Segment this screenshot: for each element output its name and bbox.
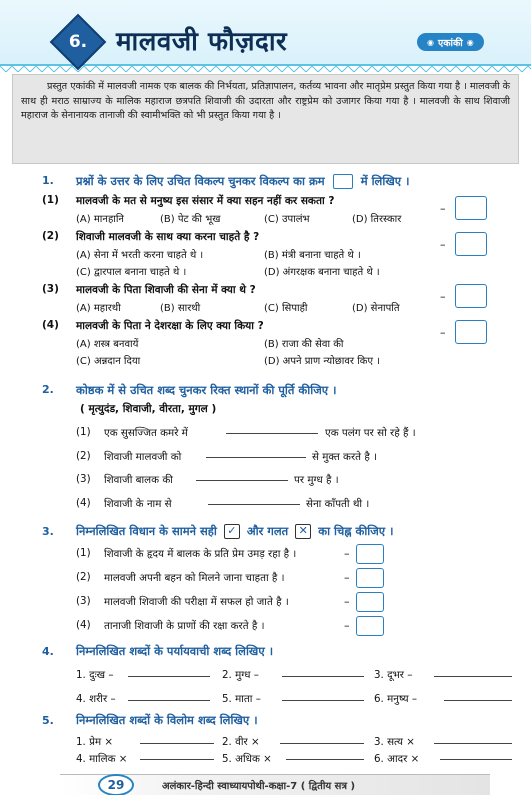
dash: – [440,326,446,339]
bullet-icon: ◉ [466,37,474,47]
statement: शिवाजी के हृदय में बालक के प्रति प्रेम उमड़ रहा है । [104,548,297,560]
section-heading-part2: में लिखिए । [360,174,410,188]
option: (B) राजा की सेवा की [264,339,344,350]
genre-label: एकांकी [437,37,463,49]
answer-box[interactable] [455,320,487,344]
section-heading [76,174,409,189]
fill-text-b: सेना काँपती थी । [306,498,370,510]
synonym-item: 3. दूभर – [374,669,413,681]
fill-text-b: एक पलंग पर सो रहे हैं । [325,427,416,439]
synonym-item: 4. शरीर – [76,693,116,705]
dash: – [440,202,446,215]
word-bank: ( मृत्युदंड, शिवाजी, वीरता, मुगल ) [80,403,217,415]
answer-box-sample [333,174,353,189]
blank-line[interactable] [286,759,364,760]
item-number: (1) [76,426,91,438]
item-number: (4) [76,619,91,631]
blank-line[interactable] [206,457,306,458]
item-number: (3) [76,473,91,485]
section-number: 5. [42,714,54,727]
zigzag-divider [0,66,531,72]
antonym-item: 6. आदर × [374,753,420,765]
tick-cross-box[interactable] [356,544,384,564]
section-heading [76,524,394,539]
antonym-item: 2. वीर × [222,736,260,748]
option: (A) महारथी [76,303,121,314]
section-heading-part1: निम्नलिखित विधान के सामने सही [76,524,217,538]
section-heading: निम्नलिखित शब्दों के विलोम शब्द लिखिए । [76,713,258,727]
fill-text-b: पर मुग्ध है । [294,474,339,486]
fill-text-b: से मुक्त करते है । [312,451,377,463]
tick-icon: ✓ [224,524,240,539]
antonym-item: 5. अधिक × [222,753,272,765]
question-text: मालवजी के मत से मनुष्य इस संसार में क्या सहन नहीं कर सकता ? [76,195,335,207]
page-footer [0,768,531,795]
answer-box[interactable] [455,232,487,256]
item-number: (2) [76,571,91,583]
blank-line[interactable] [196,480,288,481]
answer-box[interactable] [455,196,487,220]
antonym-item: 1. प्रेम × [76,736,114,748]
option: (D) तिरस्कार [352,214,402,225]
fill-text-a: शिवाजी के नाम से [104,498,172,510]
tick-cross-box[interactable] [356,568,384,588]
blank-line[interactable] [434,743,512,744]
question-text: मालवजी के पिता शिवाजी की सेना में क्या थे ? [76,284,256,296]
tick-cross-box[interactable] [356,616,384,636]
bullet-icon: ◉ [427,37,434,47]
option: (D) सेनापति [352,303,400,314]
question-text: शिवाजी मालवजी के साथ क्या करना चाहते है ? [76,231,260,243]
statement: तानाजी शिवाजी के प्राणों की रक्षा करते है । [104,620,265,632]
question-number: (2) [42,230,59,242]
blank-line[interactable] [444,700,512,701]
cross-icon: ✕ [295,524,311,539]
question-number: (4) [42,319,59,331]
genre-tag [417,33,484,51]
option: (D) अपने प्राण न्योछावर किए । [264,356,380,367]
antonym-item: 4. मालिक × [76,753,128,765]
dash: – [440,290,446,303]
option: (A) शस्त्र बनवायें [76,339,139,350]
option: (D) अंगरक्षक बनाना चाहते थे । [264,267,380,278]
section-heading: कोष्ठक में से उचित शब्द चुनकर रिक्त स्थानों की पूर्ति कीजिए । [76,383,337,397]
item-number: (1) [76,547,91,559]
dash: – [344,547,350,560]
synonym-item: 2. मुग्ध – [222,669,259,681]
dash: – [344,595,350,608]
section-number: 4. [42,645,54,658]
section-number: 1. [42,174,54,187]
tick-cross-box[interactable] [356,592,384,612]
item-number: (4) [76,497,91,509]
option: (B) पेट की भूख [160,214,221,225]
blank-line[interactable] [434,676,512,677]
item-number: (3) [76,595,91,607]
option: (B) सारथी [160,303,201,314]
option: (C) उपालंभ [264,214,310,225]
blank-line[interactable] [140,759,214,760]
option: (B) मंत्री बनाना चाहते थे । [264,250,361,261]
item-number: (2) [76,450,91,462]
section-number: 3. [42,525,54,538]
option: (C) सिपाही [264,303,308,314]
antonym-item: 3. सत्य × [374,736,415,748]
synonym-item: 1. दुःख – [76,669,114,681]
fill-text-a: शिवाजी बालक की [104,474,173,486]
question-number: (3) [42,283,59,295]
fill-text-a: शिवाजी मालवजी को [104,451,182,463]
dash: – [344,619,350,632]
option: (A) सेना में भरती करना चाहते थे । [76,250,204,261]
option: (C) अन्नदान दिया [76,356,141,367]
statement: मालवजी शिवाजी की परीक्षा में सफल हो जाते है । [104,596,289,608]
blank-line[interactable] [140,743,214,744]
intro-box [12,74,519,164]
question-text: मालवजी के पिता ने देशरक्षा के लिए क्या किया ? [76,320,264,332]
lesson-number: 6. [68,32,88,52]
blank-line[interactable] [282,700,364,701]
question-number: (1) [42,194,59,206]
statement: मालवजी अपनी बहन को मिलने जाना चाहता है । [104,572,285,584]
blank-line[interactable] [226,433,318,434]
blank-line[interactable] [208,504,300,505]
dash: – [440,238,446,251]
section-heading: निम्नलिखित शब्दों के पर्यायवाची शब्द लिखिए । [76,644,274,658]
blank-line[interactable] [128,676,210,677]
option: (C) द्वारपाल बनाना चाहते थे । [76,267,187,278]
section-number: 2. [42,383,54,396]
section-heading-part1: प्रश्नों के उत्तर के लिए उचित विकल्प चुनकर विकल्प का क्रम [76,174,325,188]
answer-box[interactable] [455,284,487,308]
page-number: 29 [98,774,134,795]
blank-line[interactable] [280,743,364,744]
intro-text: प्रस्तुत एकांकी में मालवजी नामक एक बालक की निर्भयता, प्रतिज्ञापालन, कर्तव्य भावना और मातृप्रेम प्रस्तुत किया गया है । मालवजी के साथ ही मराठ साम्राज्य के मालिक महाराज छत्रपति शिवाजी की उदारता और राष्ट्रप्रेम को उजागर किया गया है । मालवजी के साथ शिवाजी महाराज के सेनानायक तानाजी की स्वामीभक्ति को भी प्रस्तुत किया गया है । [21,81,510,121]
section-heading-part3: का चिह्न कीजिए । [318,524,394,538]
chapter-header [0,0,531,66]
fill-text-a: एक सुसज्जित कमरे में [104,427,188,439]
synonym-item: 6. मनुष्य – [374,693,418,705]
option: (A) मानहानि [76,214,124,225]
dash: – [344,571,350,584]
blank-line[interactable] [440,759,512,760]
blank-line[interactable] [282,676,364,677]
lesson-title: मालवजी फौज़दार [116,27,288,57]
blank-line[interactable] [128,700,210,701]
section-heading-part2: और गलत [246,524,289,538]
synonym-item: 5. माता – [222,693,261,705]
book-title: अलंकार-हिन्दी स्वाध्यायपोथी-कक्षा-7 ( द्वितीय सत्र ) [162,781,356,792]
